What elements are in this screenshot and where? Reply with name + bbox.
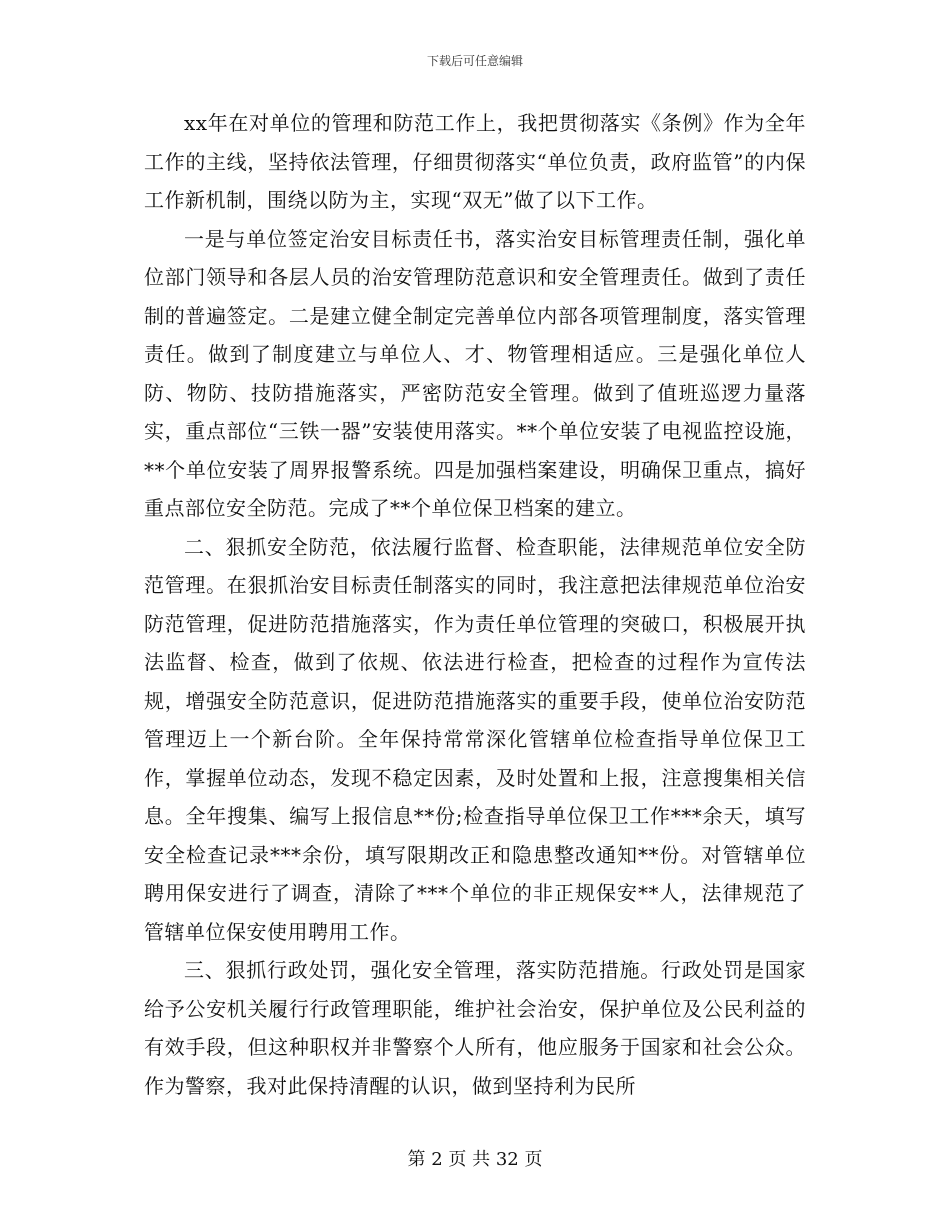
paragraph-one: 一是与单位签定治安目标责任书，落实治安目标管理责任制，强化单位部门领导和各层人员的治安管理防范意识和安全管理责任。做到了责任制的普遍签定。二是建立健全制定完善单位内部各项管理制度，落实管理责任。做到了制度建立与单位人、才、物管理相适应。三是强化单位人防、物防、技防措施落实，严密防范安全管理。做到了值班巡逻力量落实，重点部位“三铁一器”安装使用落实。**个单位安装了电视监控设施，**个单位安装了周界报警系统。四是加强档案建设，明确保卫重点，搞好重点部位安全防范。完成了**个单位保卫档案的建立。: [144, 226, 806, 520]
page-header: 下载后可任意编辑: [426, 54, 523, 68]
document-body: [144, 104, 806, 1105]
page-number-footer: 第 2 页 共 32 页: [407, 1149, 543, 1170]
paragraph-three: 三、狠抓行政处罚，强化安全管理，落实防范措施。行政处罚是国家给予公安机关履行行政管理职能，维护社会治安，保护单位及公民利益的有效手段，但这种职权并非警察个人所有，他应服务于国家和社会公众。作为警察，我对此保持清醒的认识，做到坚持利为民所: [144, 958, 806, 1098]
paragraph-intro: xx年在对单位的管理和防范工作上，我把贯彻落实《条例》作为全年工作的主线，坚持依法管理，仔细贯彻落实“单位负责，政府监管”的内保工作新机制，围绕以防为主，实现“双无”做了以下工作。: [144, 111, 806, 212]
paragraph-two: 二、狠抓安全防范，依法履行监督、检查职能，法律规范单位安全防范管理。在狠抓治安目标责任制落实的同时，我注意把法律规范单位治安防范管理，促进防范措施落实，作为责任单位管理的突破口，积极展开执法监督、检查，做到了依规、依法进行检查，把检查的过程作为宣传法规，增强安全防范意识，促进防范措施落实的重要手段，使单位治安防范管理迈上一个新台阶。全年保持常常深化管辖单位检查指导单位保卫工作，掌握单位动态，发现不稳定因素，及时处置和上报，注意搜集相关信息。全年搜集、编写上报信息**份;检查指导单位保卫工作***余天，填写安全检查记录***余份，填写限期改正和隐患整改通知**份。对管辖单位聘用保安进行了调查，清除了***个单位的非正规保安**人，法律规范了管辖单位保安使用聘用工作。: [144, 534, 806, 944]
